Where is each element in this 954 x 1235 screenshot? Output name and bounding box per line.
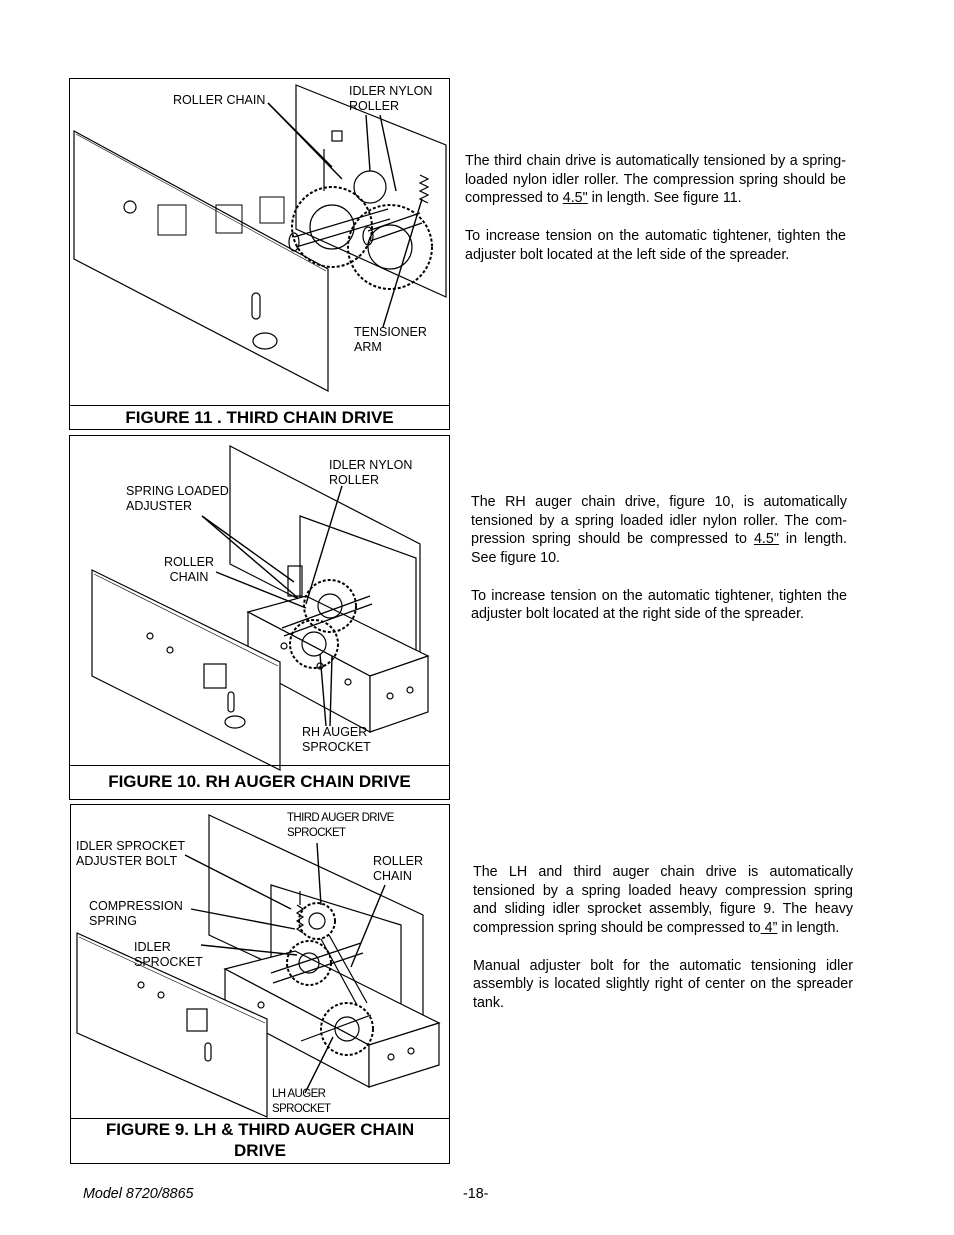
idler-nylon-roller-label: IDLER NYLON ROLLER xyxy=(349,84,433,113)
figure-9 xyxy=(70,804,450,1164)
figure-11-paragraph-1: The third chain drive is automatically tensioned by a spring-loaded nylon idler roller. The compression spring should be compressed to 4.5" in length. See figure 11. xyxy=(465,153,846,207)
spring-loaded-adjuster-label: SPRING LOADED ADJUSTER xyxy=(126,484,229,513)
figure-11 xyxy=(69,78,450,430)
figure-11-description xyxy=(465,152,846,264)
figure-10-description xyxy=(471,493,847,624)
third-auger-drive-sprocket-label: THIRD AUGER DRIVE SPROCKET xyxy=(287,812,394,839)
rh-auger-sprocket-label: RH AUGER SPROCKET xyxy=(302,725,371,754)
footer-page-number: -18- xyxy=(463,1186,489,1202)
figure-9-paragraph-2: Manual adjuster bolt for the automatic tensioning idler assembly is located slightly right of center on the spreader tank. xyxy=(473,957,853,1011)
compression-spring-label: COMPRESSION SPRING xyxy=(89,899,183,928)
footer-model: Model 8720/8865 xyxy=(83,1186,194,1202)
figure-10-caption: FIGURE 10. RH AUGER CHAIN DRIVE xyxy=(70,765,449,799)
figure-9-paragraph-1: The LH and third auger chain drive is automatically tensioned by a spring loaded heavy compression spring and sliding idler sprocket assembly, figure 9. The heavy compression spring should be compressed to 4” in length. xyxy=(473,864,853,937)
figure-11-caption: FIGURE 11 . THIRD CHAIN DRIVE xyxy=(70,405,449,429)
roller-chain-label: ROLLER CHAIN xyxy=(373,854,424,883)
idler-sprocket-label: IDLER SPROCKET xyxy=(134,940,203,969)
idler-nylon-roller-label: IDLER NYLON ROLLER xyxy=(329,458,413,487)
spring-length-value: 4” xyxy=(760,920,778,937)
figure-10 xyxy=(69,435,450,800)
figure-9-description xyxy=(473,863,853,1013)
figure-11-paragraph-2: To increase tension on the automatic tightener, tighten the adjuster bolt located at the left side of the spreader. xyxy=(465,227,846,263)
roller-chain-label: ROLLER CHAIN xyxy=(164,555,215,584)
spring-length-value: 4.5" xyxy=(753,531,779,548)
tensioner-arm-label: TENSIONER ARM xyxy=(354,325,427,354)
figure-10-paragraph-2: To increase tension on the automatic tightener, tighten the adjuster bolt located at the right side of the spreader. xyxy=(471,587,847,623)
lh-auger-sprocket-label: LH AUGER SPROCKET xyxy=(272,1088,331,1115)
roller-chain-label: ROLLER CHAIN xyxy=(173,93,266,107)
figure-9-caption: FIGURE 9. LH & THIRD AUGER CHAIN DRIVE xyxy=(71,1118,449,1163)
figure-11-drawing xyxy=(70,79,451,409)
idler-sprocket-adjuster-bolt-label: IDLER SPROCKET ADJUSTER BOLT xyxy=(76,839,186,868)
figure-10-paragraph-1: The RH auger chain drive, figure 10, is automatically tensioned by a spring loaded idler nylon roller. The com-pression spring should be compressed to 4.5" in length. See figure 10. xyxy=(471,494,848,567)
spring-length-value: 4.5" xyxy=(562,190,588,207)
